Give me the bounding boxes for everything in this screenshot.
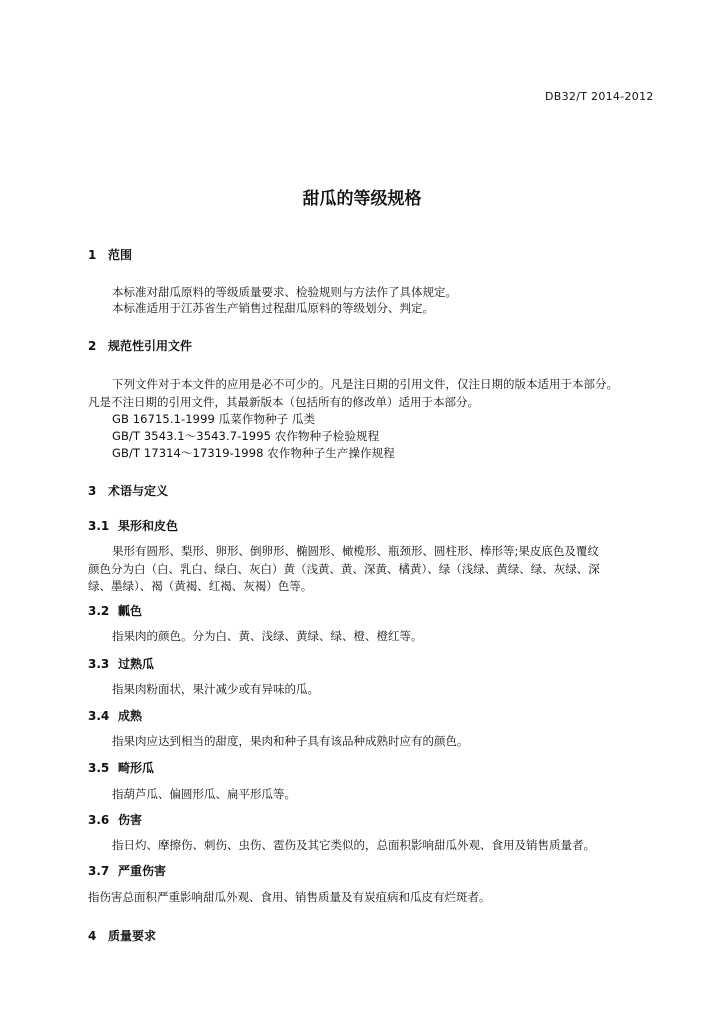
- paragraph: 本标准适用于江苏省生产销售过程甜瓜原料的等级划分、判定。: [112, 301, 434, 315]
- paragraph: 指果肉应达到相当的甜度，果肉和种子具有该品种成熟时应有的颜色。: [112, 734, 469, 748]
- section-title: 质量要求: [108, 929, 157, 943]
- paragraph: 本标准对甜瓜原料的等级质量要求、检验规则与方法作了具体规定。: [112, 285, 457, 299]
- subsection-heading: [88, 761, 154, 776]
- subsection-heading: [88, 709, 142, 724]
- section-title: 术语与定义: [108, 484, 169, 498]
- section-number: 2: [88, 339, 97, 353]
- section-3-heading: [88, 484, 168, 499]
- subsection-number: 3.2: [88, 604, 110, 618]
- subsection-title: 果形和皮色: [118, 519, 179, 533]
- reference-item: GB/T 17314～17319-1998 农作物种子生产操作规程: [112, 446, 395, 460]
- subsection-number: 3.3: [88, 657, 110, 671]
- paragraph: 凡是不注日期的引用文件，其最新版本（包括所有的修改单）适用于本部分。: [88, 395, 479, 409]
- section-title: 范围: [108, 248, 133, 262]
- subsection-number: 3.1: [88, 519, 110, 533]
- subsection-title: 过熟瓜: [118, 657, 155, 671]
- subsection-heading: [88, 864, 166, 879]
- reference-item: GB 16715.1-1999 瓜菜作物种子 瓜类: [112, 412, 316, 426]
- paragraph: 颜色分为白（白、乳白、绿白、灰白）黄（浅黄、黄、深黄、橘黄）、绿（浅绿、黄绿、绿、灰绿、深: [88, 562, 600, 576]
- subsection-number: 3.4: [88, 709, 110, 723]
- paragraph: 绿、墨绿）、褐（黄褐、红褐、灰褐）色等。: [88, 579, 313, 593]
- paragraph: 指果肉的颜色。分为白、黄、浅绿、黄绿、绿、橙、橙红等。: [112, 629, 423, 643]
- subsection-title: 畸形瓜: [118, 761, 155, 775]
- paragraph: 指伤害总面积严重影响甜瓜外观、食用、销售质量及有炭疽病和瓜皮有烂斑者。: [88, 890, 491, 904]
- paragraph: 下列文件对于本文件的应用是必不可少的。凡是注日期的引用文件，仅注日期的版本适用于本部分。: [112, 377, 618, 391]
- subsection-number: 3.6: [88, 813, 110, 827]
- section-4-heading: [88, 929, 156, 944]
- paragraph: 指葫芦瓜、偏圆形瓜、扁平形瓜等。: [112, 787, 296, 801]
- reference-item: GB/T 3543.1～3543.7-1995 农作物种子检验规程: [112, 429, 380, 443]
- subsection-heading: [88, 519, 178, 534]
- paragraph: 指日灼、摩擦伤、刺伤、虫伤、雹伤及其它类似的，总面积影响甜瓜外观、食用及销售质量者。: [112, 838, 595, 852]
- subsection-heading: [88, 813, 142, 828]
- subsection-number: 3.5: [88, 761, 110, 775]
- subsection-heading: [88, 604, 142, 619]
- subsection-number: 3.7: [88, 864, 110, 878]
- section-number: 3: [88, 484, 97, 498]
- section-1-heading: [88, 248, 132, 263]
- paragraph: 果形有圆形、梨形、卵形、倒卵形、椭圆形、橄榄形、瓶颈形、圆柱形、棒形等;果皮底色及覆纹: [112, 544, 599, 558]
- section-number: 4: [88, 929, 97, 943]
- standard-code: DB32/T 2014-2012: [545, 90, 654, 103]
- document-title: 甜瓜的等级规格: [302, 189, 422, 209]
- subsection-heading: [88, 657, 154, 672]
- section-title: 规范性引用文件: [108, 339, 193, 353]
- paragraph: 指果肉粉面状，果汁减少或有异味的瓜。: [112, 682, 319, 696]
- subsection-title: 伤害: [118, 813, 143, 827]
- section-2-heading: [88, 339, 192, 354]
- subsection-title: 严重伤害: [118, 864, 167, 878]
- subsection-title: 瓤色: [118, 604, 143, 618]
- section-number: 1: [88, 248, 97, 262]
- subsection-title: 成熟: [118, 709, 143, 723]
